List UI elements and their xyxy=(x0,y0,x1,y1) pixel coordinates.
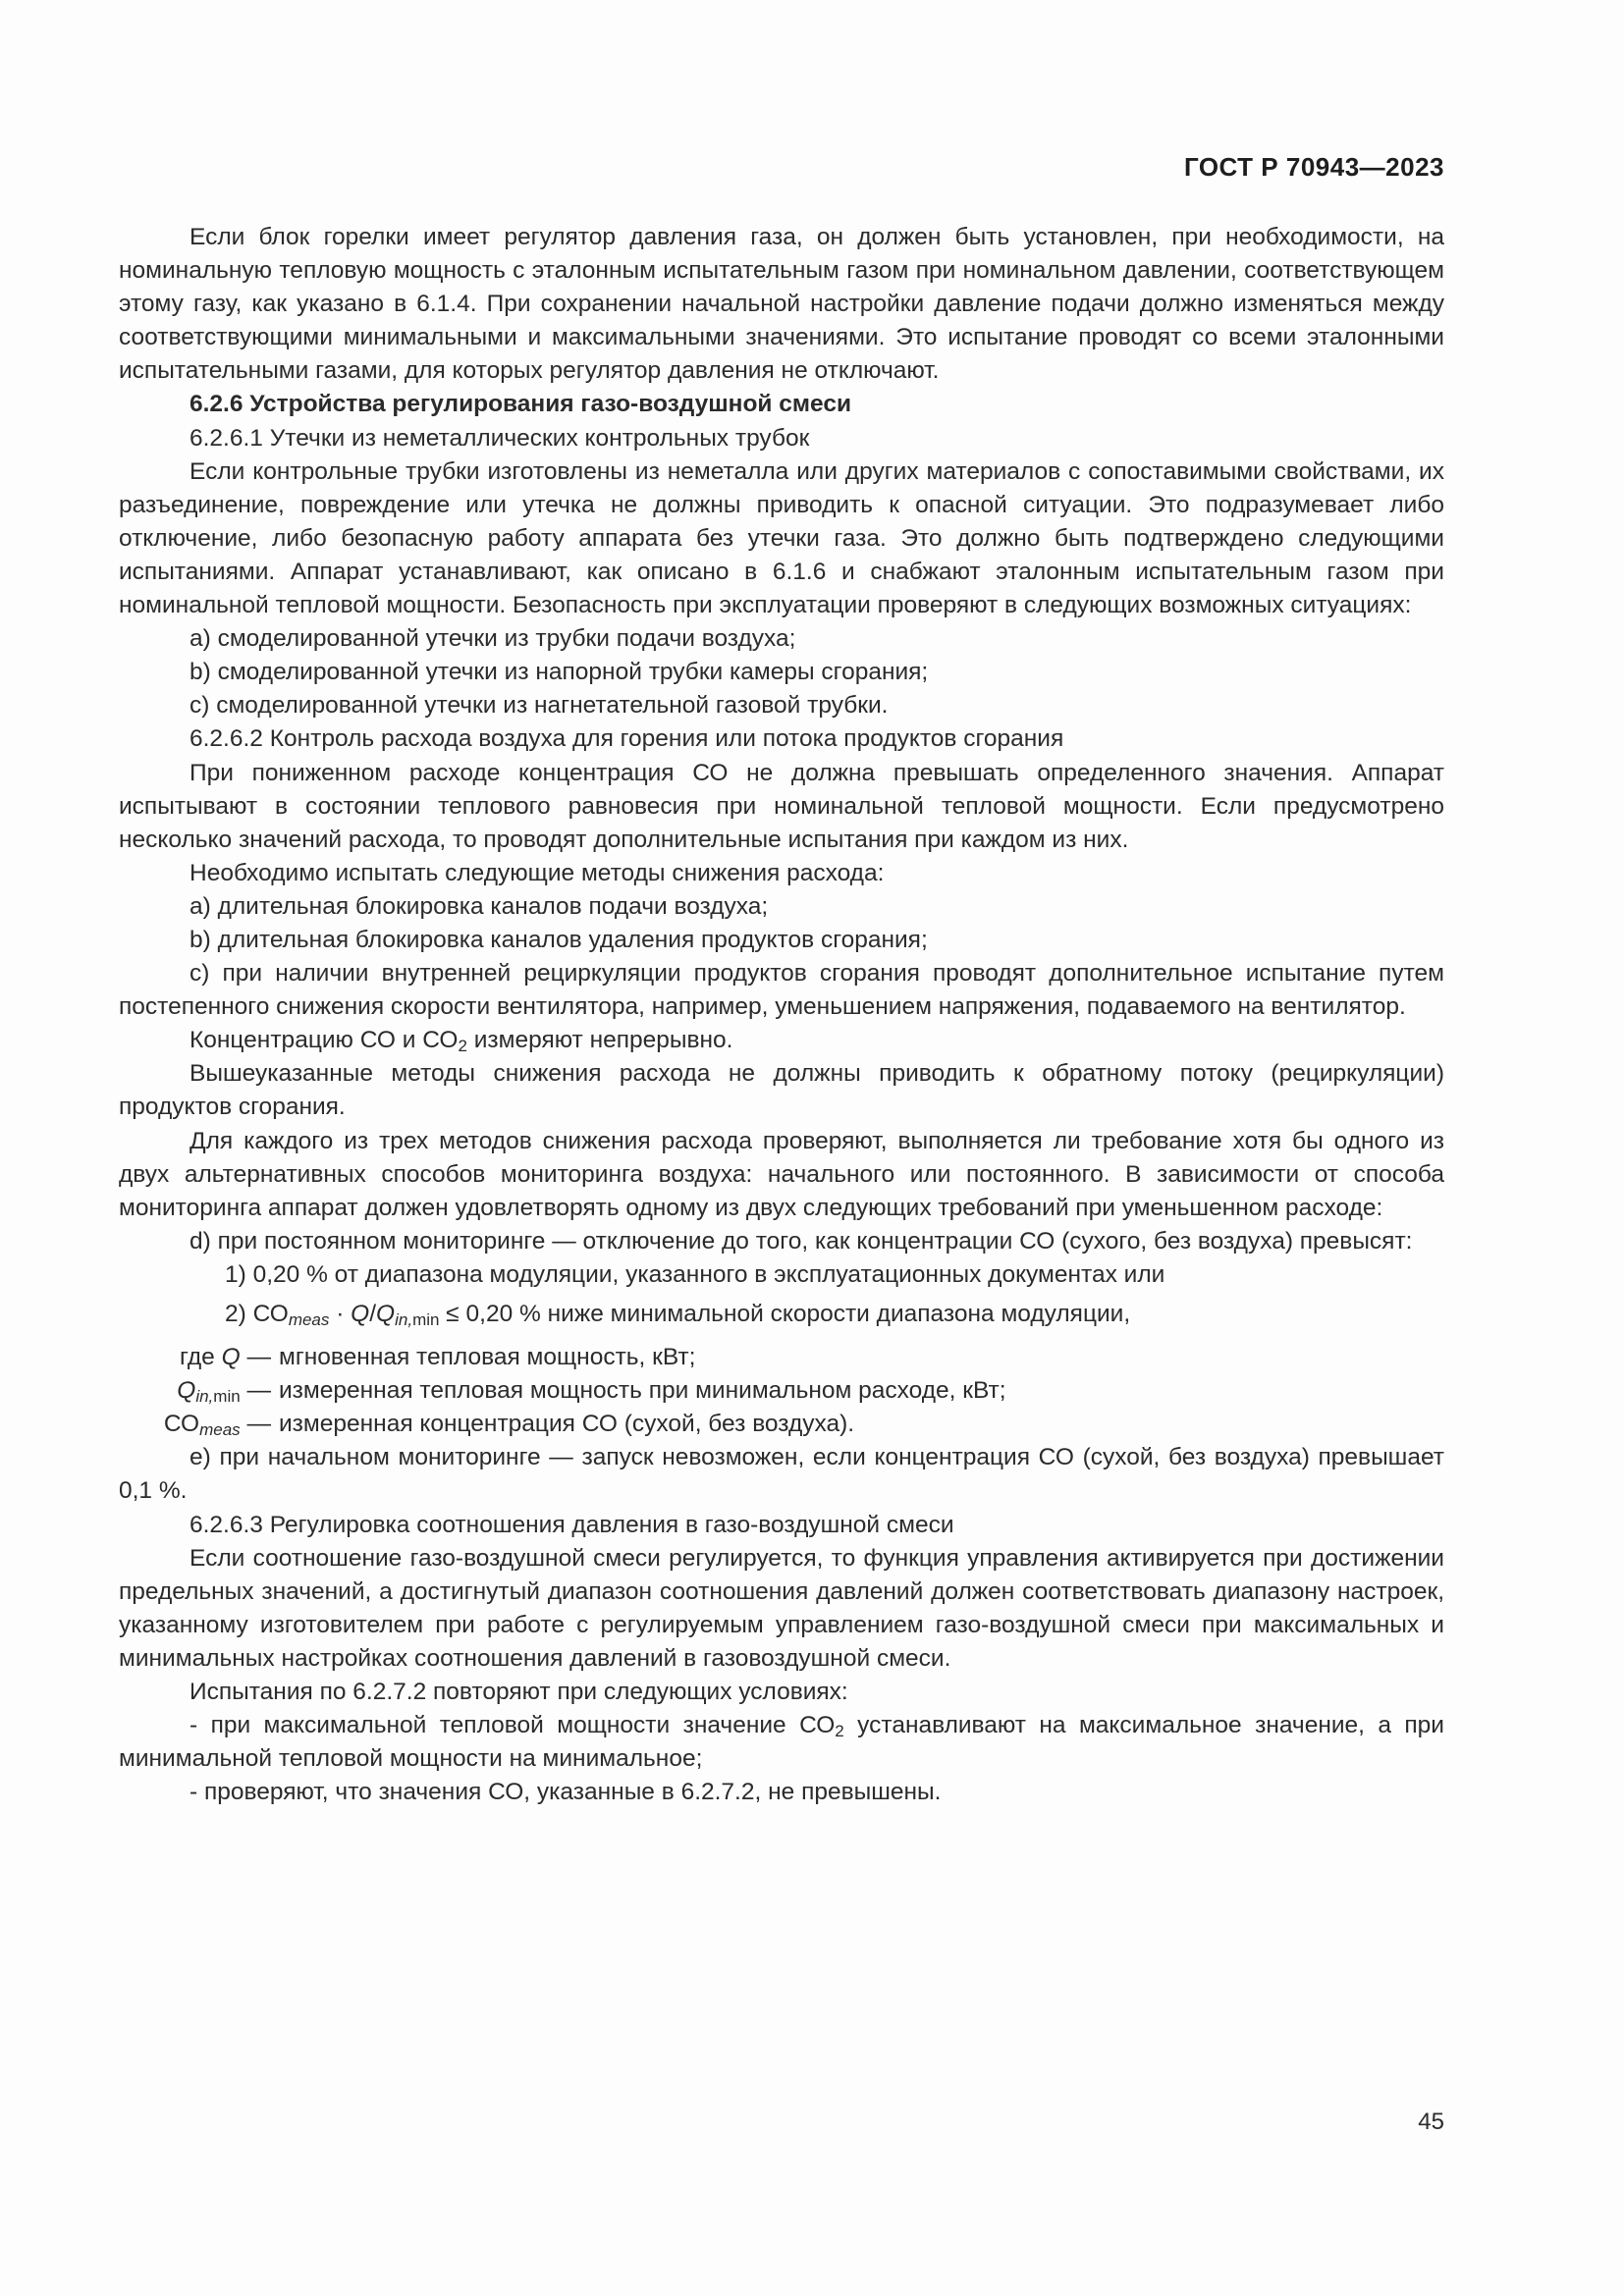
list-item: b) смоделированной утечки из напорной трубки камеры сгорания; xyxy=(189,659,929,686)
paragraph-methods-intro: Необходимо испытать следующие методы снижения расхода: xyxy=(189,859,885,886)
paragraph-tests: Испытания по 6.2.7.2 повторяют при следующих условиях: xyxy=(189,1679,848,1706)
subsection-title-6-2-6-1: 6.2.6.1 Утечки из неметаллических контрольных трубок xyxy=(189,424,810,452)
list-item: a) смоделированной утечки из трубки подачи воздуха; xyxy=(189,625,796,653)
paragraph-no-backflow: Вышеуказанные методы снижения расхода не должны приводить к обратному потоку (рециркуляции) продуктов сгорания. xyxy=(119,1060,1444,1121)
subsection-title-6-2-6-2: 6.2.6.2 Контроль расхода воздуха для горения или потока продуктов сгорания xyxy=(189,725,1064,753)
section-heading-6-2-6: 6.2.6 Устройства регулирования газо-воздушной смеси xyxy=(189,391,852,418)
list-subitem-2-formula: 2) $СО_{meas} \cdot Q/Q_{in,min} \le 0,20$ % ниже минимальной скорости диапазона модуляции, xyxy=(225,1301,1131,1329)
paragraph-ratio-adjustment: Если соотношение газо-воздушной смеси регулируется, то функция управления активируется при достижении предельных значений, а достигнутый диапазон соотношения давлений должен соответствовать диапазону настроек, указанному изготовителем при работе с регулируемым управлением газо-воздушной смеси при максимальных и минимальных настройках соотношения давлений в газовоздушной смеси. xyxy=(119,1544,1444,1672)
list-item: a) длительная блокировка каналов подачи воздуха; xyxy=(189,892,769,920)
definition-q: где Q — мгновенная тепловая мощность, кВт; xyxy=(180,1344,696,1371)
subsection-title-6-2-6-3: 6.2.6.3 Регулировка соотношения давления в газо-воздушной смеси xyxy=(189,1511,954,1538)
paragraph-co-measurement: Концентрацию СО и $СО_2$ измеряют непрерывно. xyxy=(189,1027,733,1056)
condition-item: - проверяют, что значения СО, указанные в 6.2.7.2, не превышены. xyxy=(189,1779,942,1806)
list-item: b) длительная блокировка каналов удаления продуктов сгорания; xyxy=(189,926,928,953)
paragraph-monitoring: Для каждого из трех методов снижения расхода проверяют, выполняется ли требование хотя бы одного из двух альтернативных способов мониторинга воздуха: начального или постоянного. В зависимости от способа мониторинга аппарат должен удовлетворять одному из двух следующих требований при уменьшенном расходе: xyxy=(119,1127,1444,1221)
definition-co-meas: $СО_{meas}$ — измеренная концентрация СО (сухой, без воздуха). xyxy=(163,1411,855,1440)
list-item-e: е) при начальном мониторинге — запуск невозможен, если концентрация СО (сухой, без воздуха) превышает 0,1 %. xyxy=(119,1444,1444,1505)
paragraph-reduced-flow: При пониженном расходе концентрация СО не должна превышать определенного значения. Аппарат испытывают в состоянии теплового равновесия при номинальной тепловой мощности. Если предусмотрено несколько значений расхода, то проводят дополнительные испытания при каждом из них. xyxy=(119,759,1444,853)
definition-q-in-min: $Q_{in,min}$ — измеренная тепловая мощность при минимальном расходе, кВт; xyxy=(177,1377,1006,1407)
condition-item: - при максимальной тепловой мощности значение $СО_2$ устанавливают на максимальное значение, а при минимальной тепловой мощности на минимальное; xyxy=(119,1712,1444,1773)
standard-header: ГОСТ Р 70943—2023 xyxy=(1183,152,1444,182)
paragraph-leaks: Если контрольные трубки изготовлены из неметалла или других материалов с сопоставимыми свойствами, их разъединение, повреждение или утечка не должны приводить к опасной ситуации. Это подразумевает либо отключение, либо безопасную работу аппарата без утечки газа. Это должно быть подтверждено следующими испытаниями. Аппарат устанавливают, как описано в 6.1.6 и снабжают эталонным испытательным газом при номинальной тепловой мощности. Безопасность при эксплуатации проверяют в следующих возможных ситуациях: xyxy=(119,457,1444,619)
document-body xyxy=(119,221,1444,1809)
list-item: c) при наличии внутренней рециркуляции продуктов сгорания проводят дополнительное испытание путем постепенного снижения скорости вентилятора, например, уменьшением напряжения, подаваемого на вентилятор. xyxy=(119,960,1444,1021)
paragraph-intro: Если блок горелки имеет регулятор давления газа, он должен быть установлен, при необходимости, на номинальную тепловую мощность с эталонным испытательным газом при номинальном давлении, соответствующем этому газу, как указано в 6.1.4. При сохранении начальной настройки давление подачи должно изменяться между соответствующими минимальными и максимальными значениями. Это испытание проводят со всеми эталонными испытательными газами, для которых регулятор давления не отключают. xyxy=(119,224,1444,385)
list-item-d: d) при постоянном мониторинге — отключение до того, как концентрации СО (сухого, без воздуха) превысят: xyxy=(189,1227,1413,1255)
page-number: 45 xyxy=(1418,2109,1444,2135)
list-item: c) смоделированной утечки из нагнетательной газовой трубки. xyxy=(189,692,889,720)
list-subitem-1: 1) 0,20 % от диапазона модуляции, указанного в эксплуатационных документах или xyxy=(225,1260,1165,1288)
